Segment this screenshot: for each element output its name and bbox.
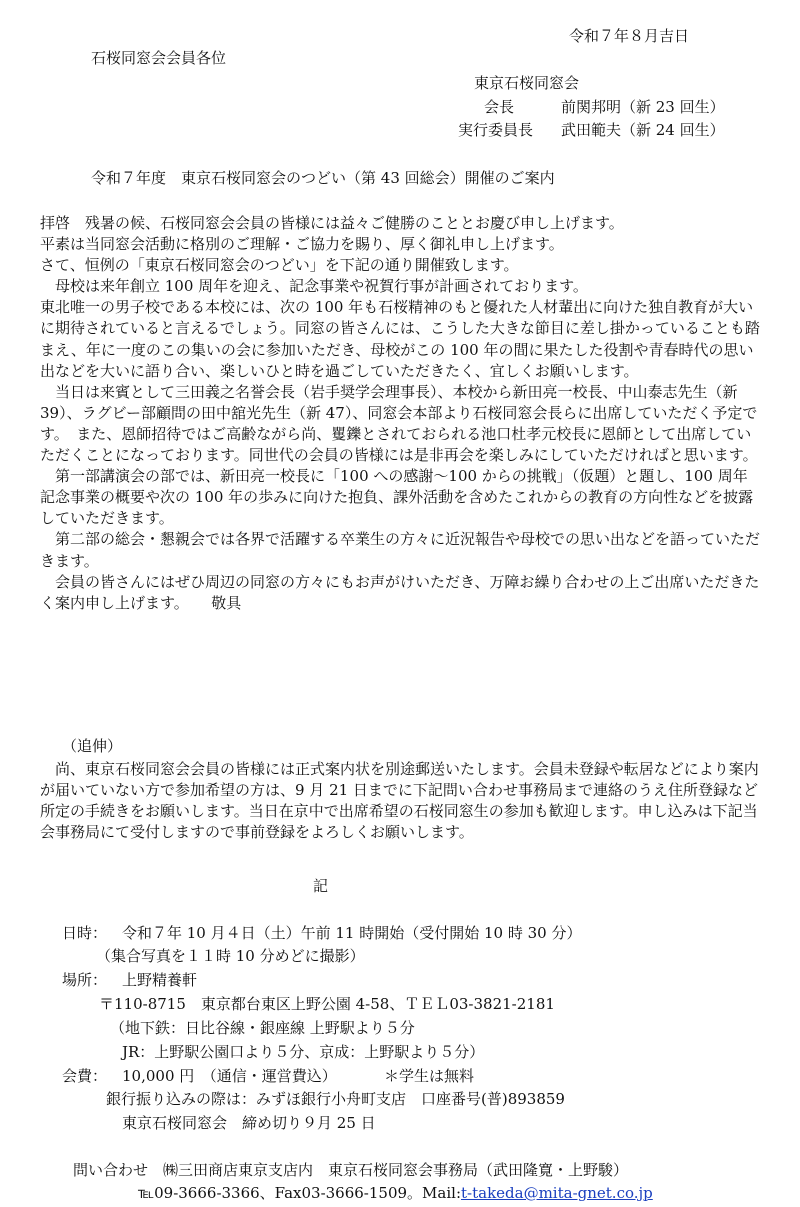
place-address: 〒110-8715 東京都台東区上野公園 4-58、ＴＥＬ03-3821-2181 xyxy=(99,995,555,1013)
body-paragraph: 平素は当同窓会活動に格別のご理解・ご協力を賜り、厚く御礼申し上げます。 xyxy=(40,235,564,254)
signer-title-president: 会長 xyxy=(484,98,515,116)
body-paragraph: 第二部の総会・懇親会では各界で活躍する卒業生の方々に近況報告や母校での思い出などを語っていただきます。 xyxy=(40,530,761,570)
bank-info: 銀行振り込みの際は：みずほ銀行小舟町支店 口座番号(普)893859 xyxy=(106,1090,565,1108)
sender-organization: 東京石桜同窓会 xyxy=(474,74,580,92)
postscript-text xyxy=(40,759,760,843)
document-date: 令和７年８月吉日 xyxy=(569,27,690,45)
email-link[interactable]: t-takeda@mita-gnet.co.jp xyxy=(461,1184,653,1202)
phone-fax-text: ℡09-3666-3366、Fax03-3666-1509。Mail: xyxy=(138,1184,461,1202)
signer-title-committee-chair: 実行委員長 xyxy=(458,121,534,139)
access-jr: JR：上野駅公園口より５分、京成：上野駅より５分） xyxy=(122,1043,485,1061)
place-name: 上野精養軒 xyxy=(122,971,198,989)
signer-name-president: 前関邦明（新 23 回生） xyxy=(561,98,725,116)
body-paragraph: さて、恒例の「東京石桜同窓会のつどい」を下記の通り開催致します。 xyxy=(40,256,519,275)
ki-heading: 記 xyxy=(313,877,329,895)
document-title: 令和７年度 東京石桜同窓会のつどい（第 43 回総会）開催のご案内 xyxy=(91,169,555,187)
contact-phone-fax xyxy=(138,1183,653,1203)
body-paragraph: 第一部講演会の部では、新田亮一校長に「100 への感謝～100 からの挑戦」（仮題）と題し、100 周年記念事業の概要や次の 100 年の歩みに向けた抱負、課外活動を含めたこれからの教育の方向性などを披露していただきます。 xyxy=(40,467,754,528)
access-subway: （地下鉄：日比谷線・銀座線 上野駅より５分 xyxy=(110,1019,415,1037)
body-paragraph: 東北唯一の男子校である本校には、次の 100 年も石桜精神のもと優れた人材輩出に向けた独自教育が大いに期待されていると言えるでしょう。同窓の皆さんには、こうした大きな節目に差し掛かっていることも踏まえ、年に一度のこの集いの会に参加いただき、母校がこの 100 年の間に果たした役割や青春時代の思い出などを大いに語り合い、楽しいひと時を過ごしていただきたく、宜しくお願いします。 xyxy=(40,298,760,380)
place-label: 場所： xyxy=(62,971,108,989)
date-label: 日時： xyxy=(62,924,108,942)
date-value: 令和７年 10 月４日（土）午前 11 時開始（受付開始 10 時 30 分） xyxy=(122,924,582,942)
contact-line: 問い合わせ ㈱三田商店東京支店内 東京石桜同窓会事務局（武田隆寛・上野駿） xyxy=(73,1161,629,1179)
postscript-paragraph: 尚、東京石桜同窓会会員の皆様には正式案内状を別途郵送いたします。会員未登録や転居などにより案内が届いていない方で参加希望の方は、9 月 21 日までに下記問い合わせ事務局まで連絡のうえ住所登録など所定の手続きをお願いします。当日在京中で出席希望の石桜同窓生の参加も歓迎します。申し込みは下記当会事務局にて受付しますので事前登録をよろしくお願いします。 xyxy=(40,760,759,842)
body-paragraph: 会員の皆さんにはぜひ周辺の同窓の方々にもお声がけいただき、万障お繰り合わせの上ご出席いただきたく案内申し上げます。 敬具 xyxy=(40,572,760,612)
body-paragraph: 拝啓 残暑の候、石桜同窓会会員の皆様には益々ご健勝のこととお慶び申し上げます。 xyxy=(40,214,624,232)
date-note: （集合写真を１１時 10 分めどに撮影） xyxy=(96,947,365,965)
body-paragraph: 当日は来賓として三田義之名誉会長（岩手奨学会理事長）、本校から新田亮一校長、中山泰志先生（新 39）、ラグビー部顧問の田中舘光先生（新 47）、同窓会本部より石桜同窓会長らに出席していただく予定です。 また、恩師招待ではご高齢ながら尚、矍鑠とされておられる池口杜孝元校長に恩師として出席していただくことになっております。同世代の会員の皆様には是非再会を楽しみにしていただければと思います。 xyxy=(40,382,758,465)
recipient-line: 石桜同窓会会員各位 xyxy=(91,49,227,67)
postscript-label: （追伸） xyxy=(62,737,123,755)
account-deadline: 東京石桜同窓会 締め切り９月 25 日 xyxy=(122,1114,376,1132)
signer-name-committee-chair: 武田範夫（新 24 回生） xyxy=(561,121,725,139)
fee-value: 10,000 円 （通信・運営費込） xyxy=(122,1067,337,1085)
fee-label: 会費： xyxy=(62,1067,108,1085)
letter-body xyxy=(40,213,760,614)
body-paragraph: 母校は来年創立 100 周年を迎え、記念事業や祝賀行事が計画されております。 xyxy=(40,277,588,296)
fee-note: ＊学生は無料 xyxy=(384,1067,475,1085)
